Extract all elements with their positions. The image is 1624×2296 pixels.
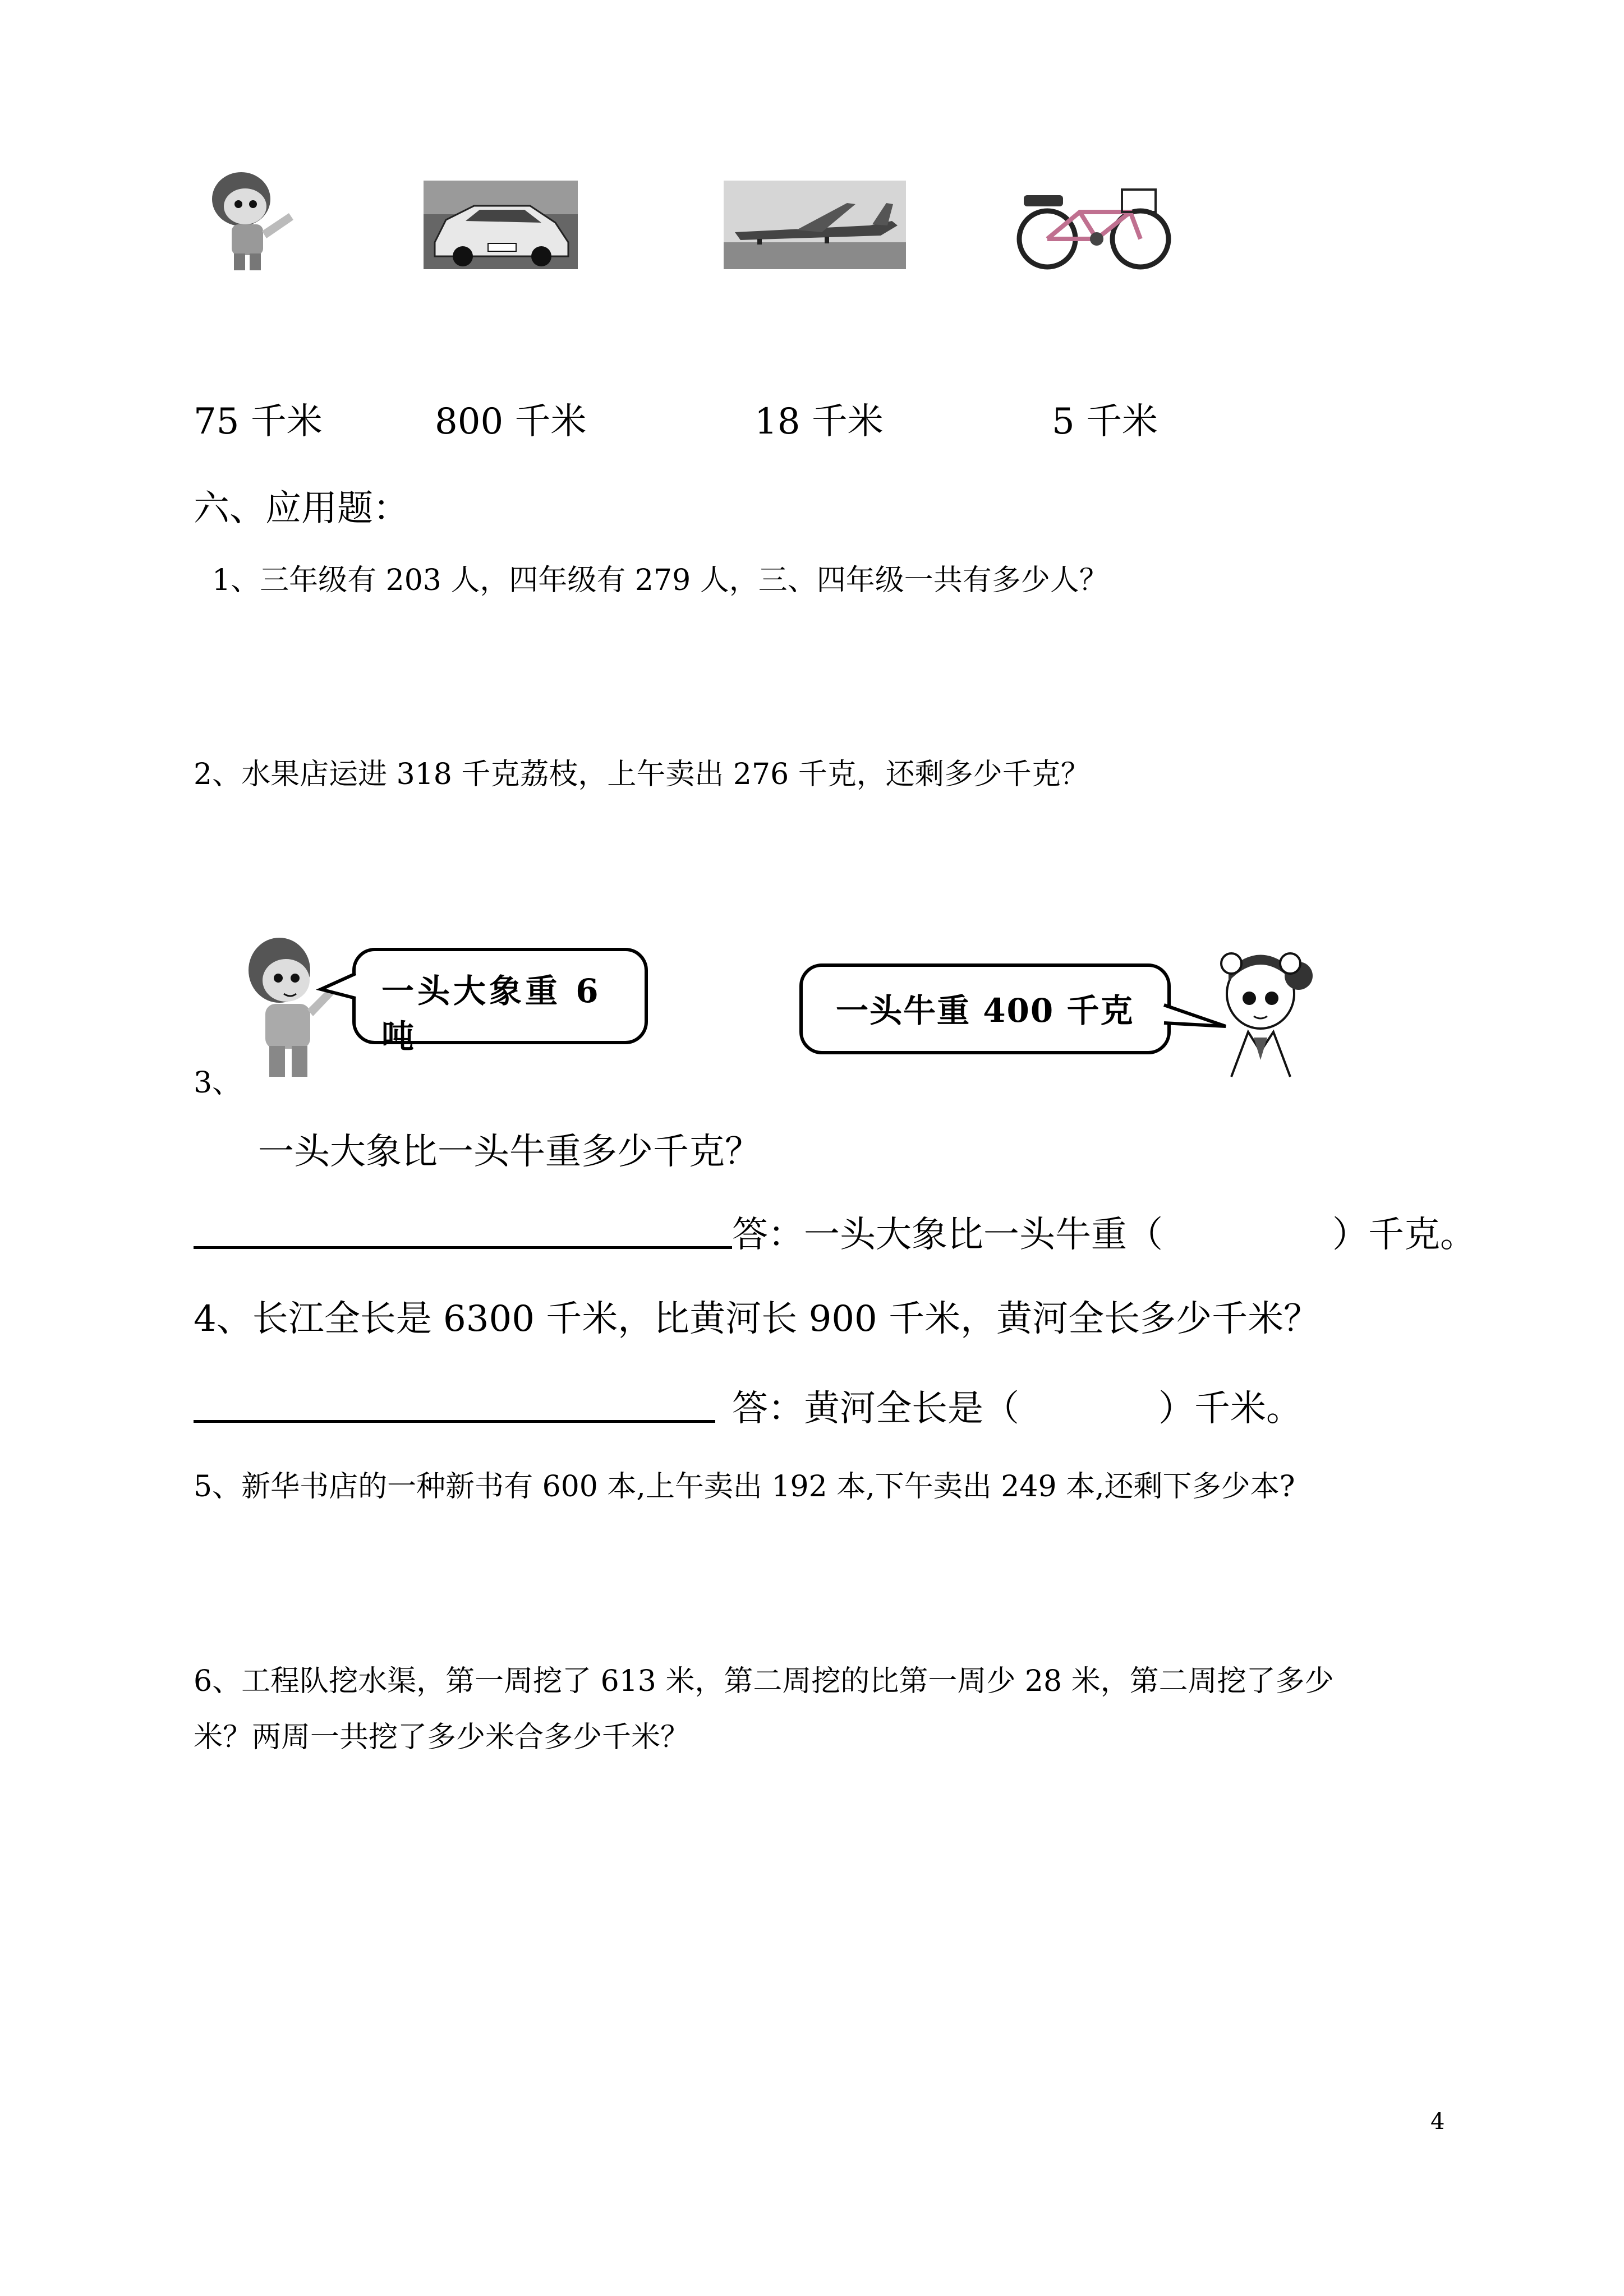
question-6-line-1: 6、工程队挖水渠，第一周挖了 613 米，第二周挖的比第一周少 28 米，第二周挖了多少 xyxy=(194,1665,1334,1698)
speech-bubble-left-tail xyxy=(319,970,364,1004)
speech-bubble-left-text: 一头大象重 6 xyxy=(381,972,602,1010)
answer-4-suffix: ）千米。 xyxy=(1158,1388,1302,1430)
answer-line-3[interactable] xyxy=(194,1246,732,1249)
answer-3-suffix: ）千克。 xyxy=(1332,1214,1476,1256)
bicycle-image xyxy=(1013,178,1175,271)
airplane-image xyxy=(724,181,906,269)
distance-label-2: 800 千米 xyxy=(435,401,587,442)
answer-4-prefix: 答：黄河全长是（ xyxy=(732,1388,1019,1430)
speech-bubble-left-text-area xyxy=(370,963,634,1055)
answer-3-prefix: 答：一头大象比一头牛重（ xyxy=(732,1214,1163,1256)
page-number: 4 xyxy=(1430,2109,1445,2134)
question-3-text: 一头大象比一头牛重多少千克？ xyxy=(258,1131,761,1173)
speech-bubble-right-text: 一头牛重 400 千克 xyxy=(836,992,1134,1030)
question-6-line-2: 米？两周一共挖了多少米合多少千米？ xyxy=(194,1721,690,1754)
section-title: 六、应用题： xyxy=(194,488,409,529)
distance-label-4: 5 千米 xyxy=(1052,401,1158,442)
boy-speaking-image xyxy=(240,931,335,1082)
girl-speaking-image xyxy=(1209,942,1315,1082)
car-image xyxy=(424,181,578,269)
question-2: 2、水果店运进 318 千克荔枝，上午卖出 276 千克，还剩多少千克？ xyxy=(194,758,1090,791)
question-4: 4、长江全长是 6300 千米，比黄河长 900 千米，黄河全长多少千米？ xyxy=(194,1298,1320,1340)
answer-line-4[interactable] xyxy=(194,1420,715,1423)
question-5: 5、新华书店的一种新书有 600 本,上午卖出 192 本,下午卖出 249 本,还剩下多少本? xyxy=(194,1470,1295,1504)
distance-label-3: 18 千米 xyxy=(755,401,884,442)
question-3-number: 3、 xyxy=(194,1066,242,1100)
speech-bubble-left-text-cut: 吨 xyxy=(381,1017,418,1055)
distance-label-1: 75 千米 xyxy=(194,401,323,442)
boy-cartoon-image xyxy=(199,168,300,275)
question-1: 1、三年级有 203 人，四年级有 279 人，三、四年级一共有多少人？ xyxy=(212,564,1108,597)
